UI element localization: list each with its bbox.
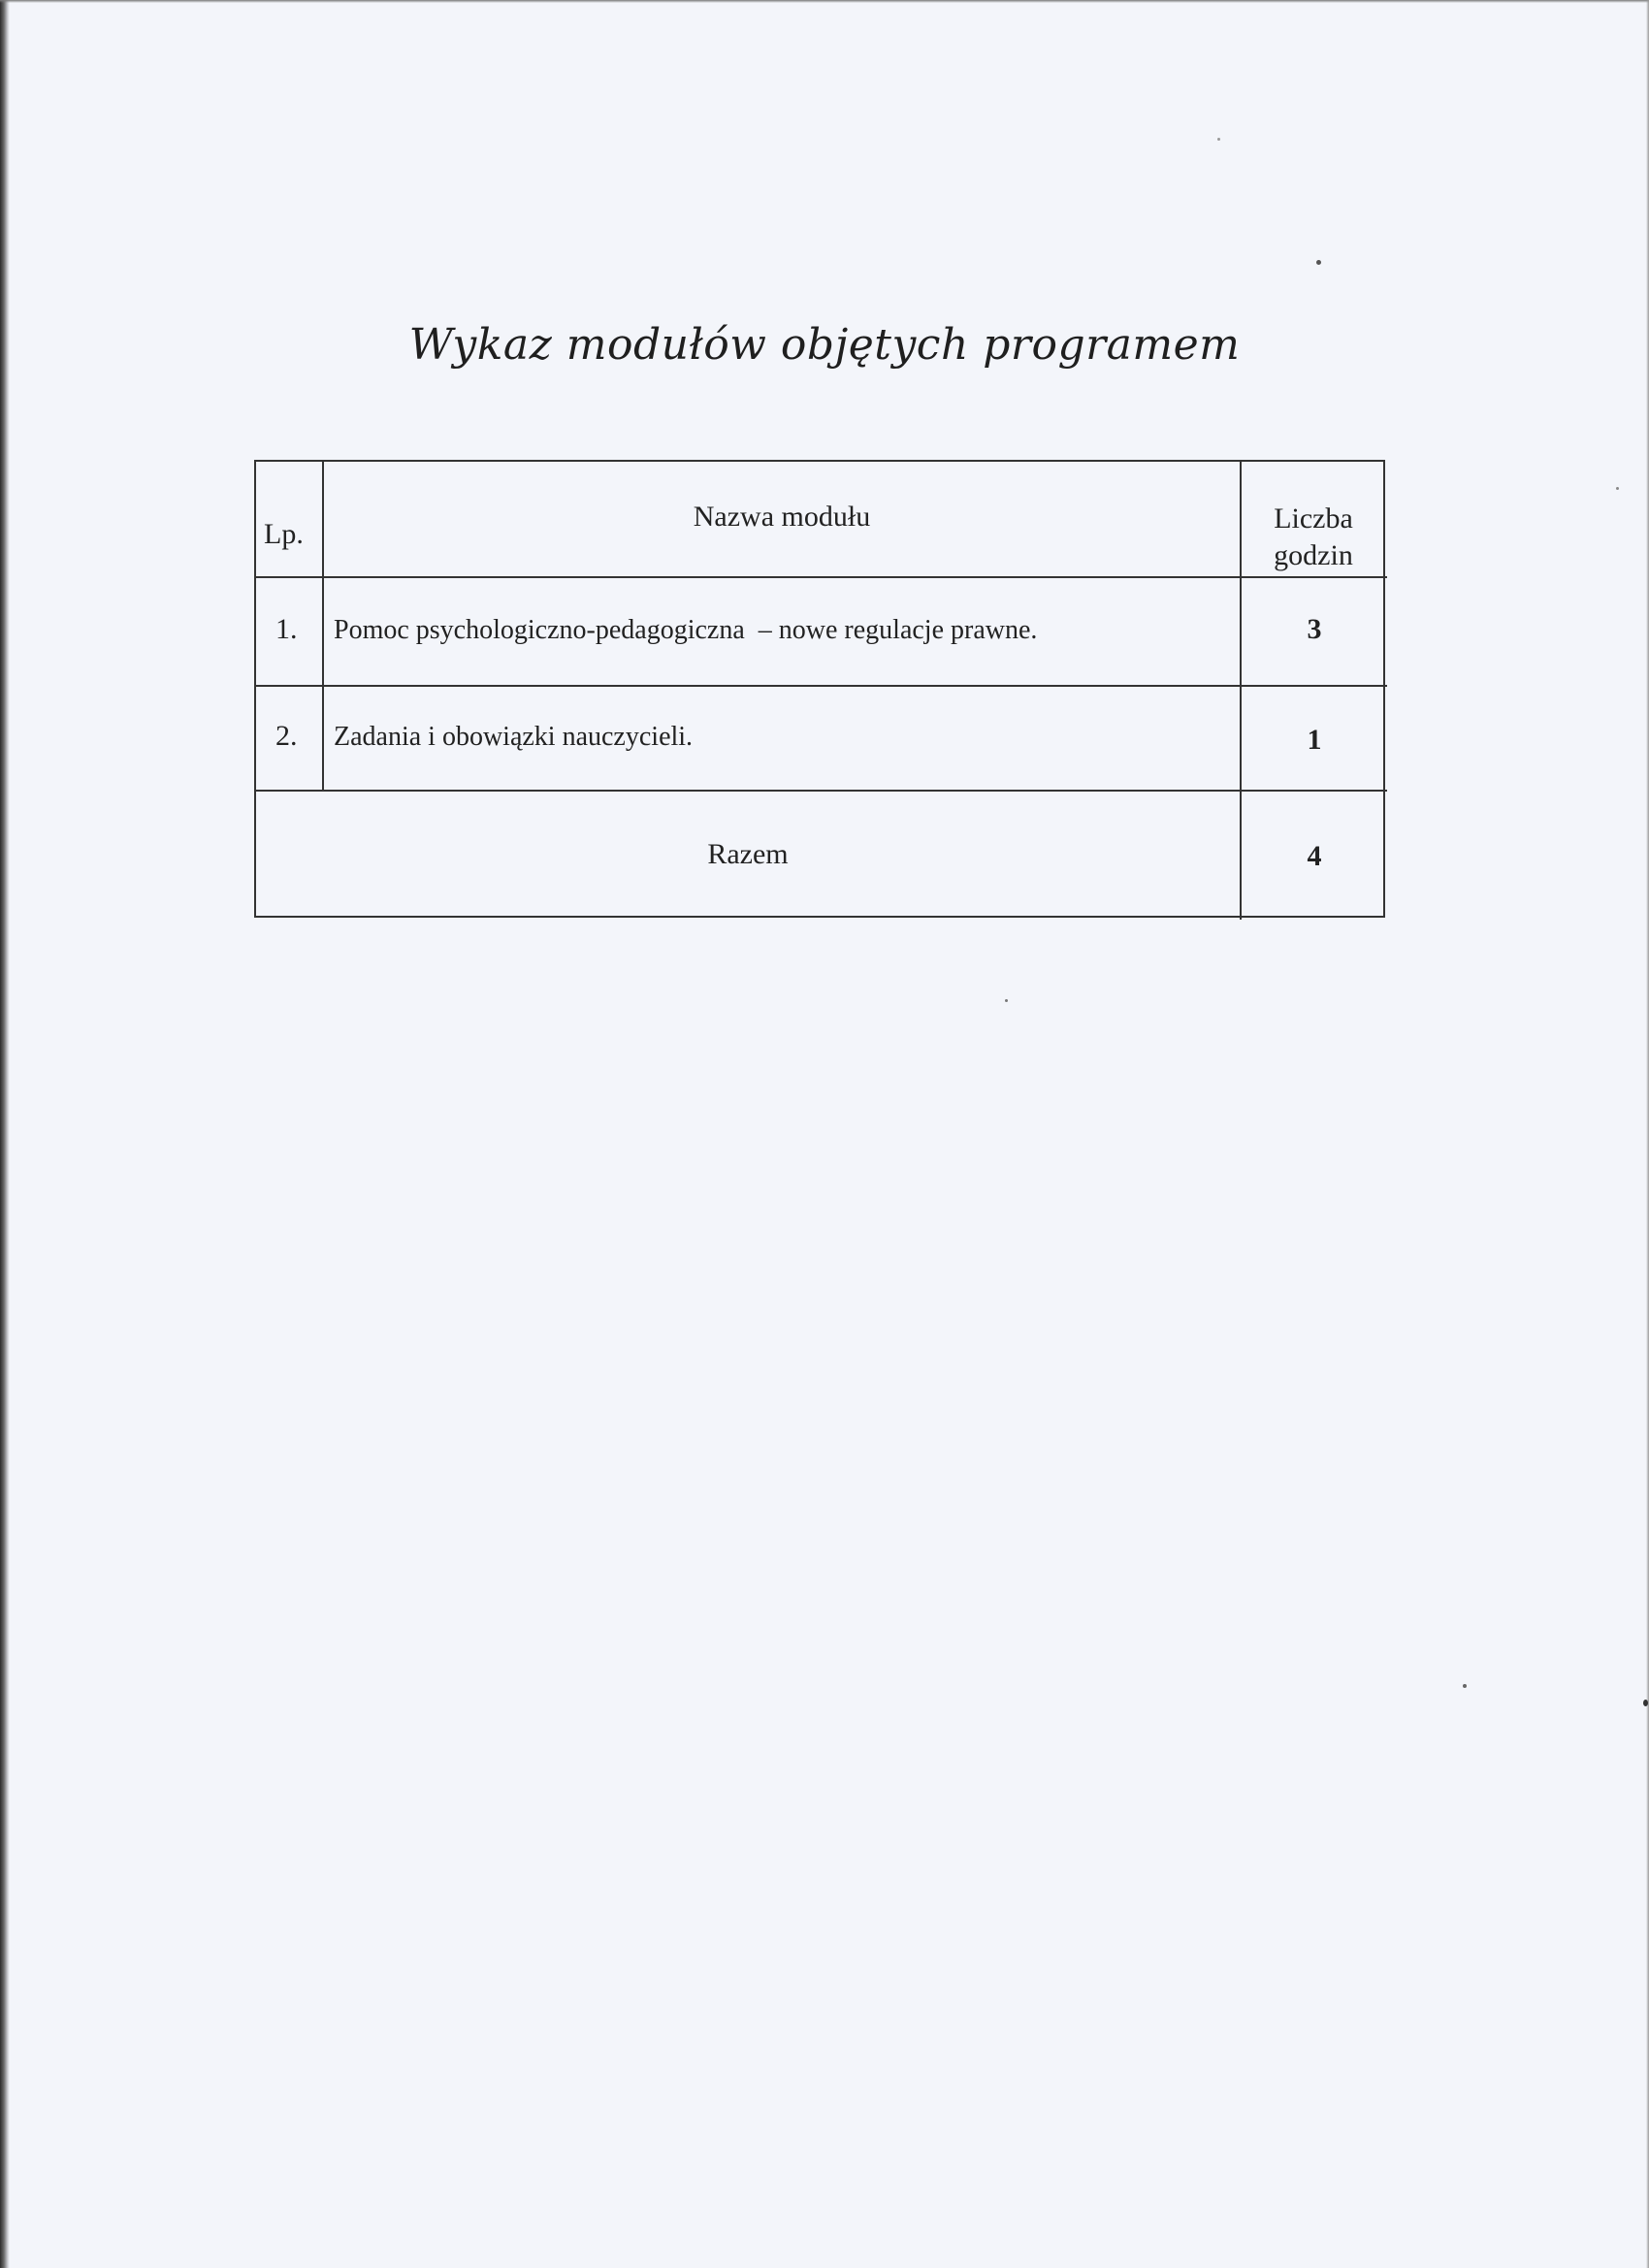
scan-speck (1217, 138, 1220, 141)
row-lp: 2. (275, 720, 298, 752)
row-module-name: Zadania i obowiązki nauczycieli. (334, 722, 694, 752)
row-hours: 3 (1307, 613, 1322, 645)
scan-speck (1643, 1700, 1648, 1706)
scan-edge-top (0, 0, 1649, 3)
scan-speck (1463, 1684, 1467, 1688)
table-divider (256, 576, 1387, 578)
total-label: Razem (707, 838, 789, 870)
modules-table (254, 460, 1385, 918)
header-hours: Liczba godzin (1274, 502, 1353, 571)
header-module-name: Nazwa modułu (693, 501, 871, 533)
scan-speck (1316, 260, 1321, 265)
header-lp: Lp. (264, 518, 304, 550)
row-lp: 1. (275, 613, 298, 645)
scan-speck (1005, 999, 1008, 1002)
total-hours: 4 (1307, 840, 1322, 872)
table-divider (256, 790, 1387, 792)
row-module-name: Pomoc psychologiczno-pedagogiczna – nowe regulacje prawne. (334, 615, 1038, 645)
row-hours: 1 (1307, 724, 1322, 756)
page-title: Wykaz modułów objętych programem (408, 320, 1241, 370)
table-divider (256, 685, 1387, 687)
scan-speck (1616, 487, 1619, 490)
